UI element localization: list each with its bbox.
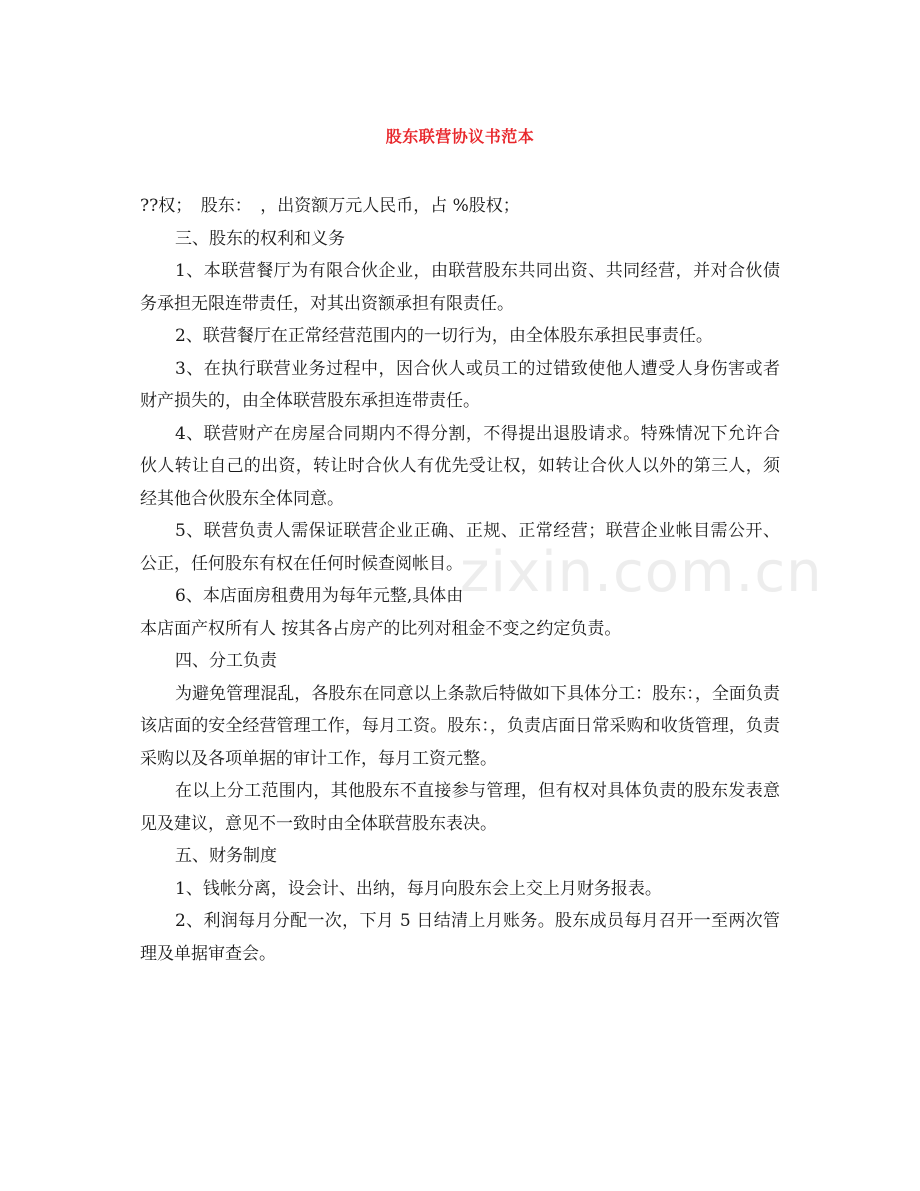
paragraph-clause-3: 3、在执行联营业务过程中，因合伙人或员工的过错致使他人遭受人身伤害或者财产损失的，由全体联营股东承担连带责任。 (140, 358, 780, 411)
paragraph-finance-clause-1: 1、钱帐分离，设会计、出纳，每月向股东会上交上月财务报表。 (175, 878, 662, 899)
paragraph-division-scope: 在以上分工范围内，其他股东不直接参与管理，但有权对具体负责的股东发表意见及建议，意见不一致时由全体联营股东表决。 (140, 781, 780, 834)
paragraph-clause-5: 5、联营负责人需保证联营企业正确、正规、正常经营；联营企业帐目需公开、公正，任何股东有权在任何时候查阅帐目。 (140, 521, 780, 574)
paragraph-clause-4: 4、联营财产在房屋合同期内不得分割，不得提出退股请求。特殊情况下允许合伙人转让自己的出资，转让时合伙人有优先受让权，如转让合伙人以外的第三人，须经其他合伙股东全体同意。 (140, 423, 780, 509)
paragraph-clause-6: 6、本店面房租费用为每年元整,具体由 (175, 586, 464, 606)
watermark: zixin.com.cn (460, 540, 823, 605)
document-title: 股东联营协议书范本 (385, 127, 535, 146)
document-body (140, 190, 780, 970)
paragraph-clause-1: 1、本联营餐厅为有限合伙企业，由联营股东共同出资、共同经营，并对合伙债务承担无限连带责任，对其出资额承担有限责任。 (140, 261, 780, 314)
paragraph-shareholder-equity: ??权； 股东： ，出资额万元人民币，占 %股权； (140, 196, 520, 216)
paragraph-finance-clause-2: 2、利润每月分配一次，下月 5 日结清上月账务。股东成员每月召开一至两次管理及单据审查会。 (140, 911, 780, 964)
heading-division-of-labor: 四、分工负责 (175, 651, 277, 671)
heading-financial-system: 五、财务制度 (175, 846, 277, 866)
paragraph-clause-6-continued: 本店面产权所有人 按其各占房产的比列对租金不变之约定负责。 (140, 618, 622, 639)
paragraph-clause-2: 2、联营餐厅在正常经营范围内的一切行为，由全体股东承担民事责任。 (175, 326, 713, 346)
heading-rights-obligations: 三、股东的权利和义务 (175, 228, 345, 249)
paragraph-division-details: 为避免管理混乱，各股东在同意以上条款后特做如下具体分工：股东：，全面负责该店面的安全经营管理工作，每月工资。股东：，负责店面日常采购和收货管理，负责采购以及各项单据的审计工作，每月工资元整。 (140, 683, 780, 769)
